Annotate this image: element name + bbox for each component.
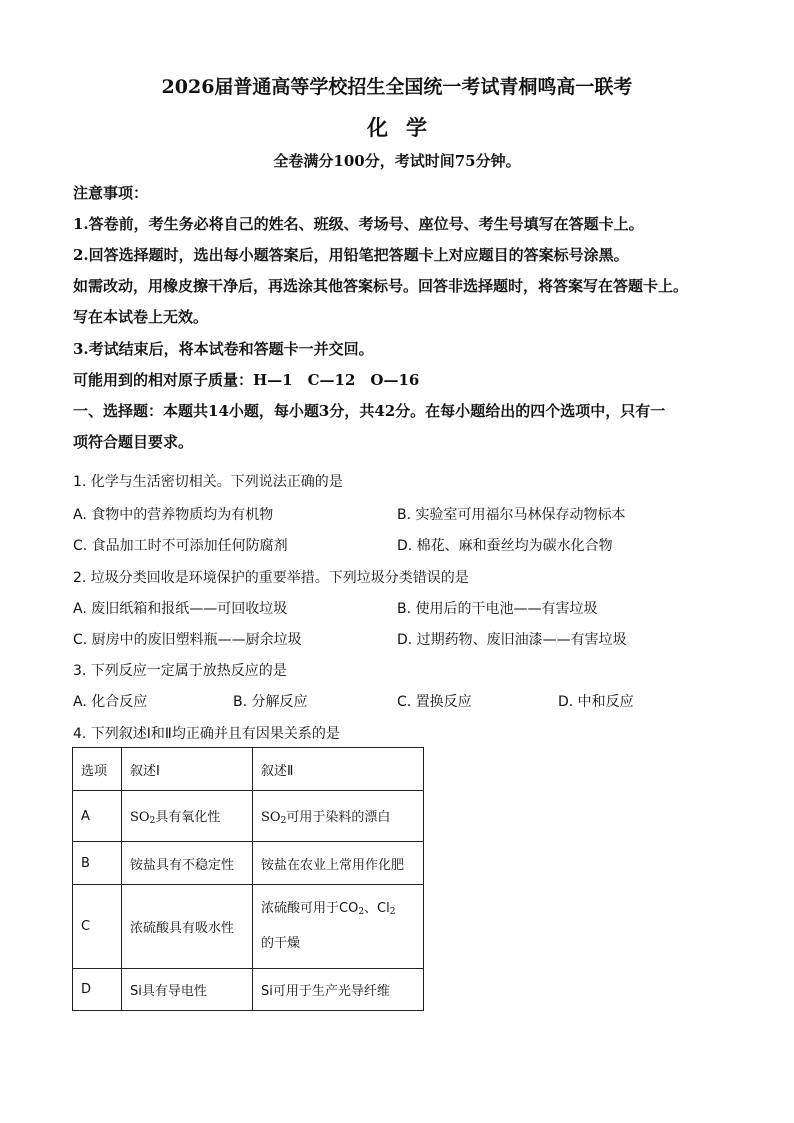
table-row bbox=[73, 842, 424, 885]
table-cell: 浓硫酸具有吸水性 bbox=[122, 885, 253, 969]
table-header-cell: 选项 bbox=[73, 748, 122, 791]
table-cell-label: A bbox=[73, 791, 122, 842]
table-cell-label: B bbox=[73, 842, 122, 885]
notice-item-2-cont2: 写在本试卷上无效。 bbox=[73, 308, 209, 326]
question-2-option-c: C. 厨房中的废旧塑料瓶——厨余垃圾 bbox=[73, 632, 302, 648]
table-cell-label: D bbox=[73, 969, 122, 1011]
formula-subscript: 2 bbox=[389, 907, 396, 917]
question-2-option-b: B. 使用后的干电池——有害垃圾 bbox=[397, 601, 598, 617]
question-3-option-a: A. 化合反应 bbox=[73, 694, 148, 710]
notice-heading: 注意事项： bbox=[73, 184, 149, 202]
question-1-option-c: C. 食品加工时不可添加任何防腐剂 bbox=[73, 538, 288, 554]
table-cell: Si具有导电性 bbox=[122, 969, 253, 1011]
question-4-stem: 4. 下列叙述Ⅰ和Ⅱ均正确并且有因果关系的是 bbox=[73, 726, 340, 742]
question-4-table bbox=[72, 747, 424, 1011]
table-cell: Si可用于生产光导纤维 bbox=[253, 969, 424, 1011]
cell-text: 具有氧化性 bbox=[155, 810, 221, 825]
notice-item-2: 2.回答选择题时，选出每小题答案后，用铅笔把答题卡上对应题目的答案标号涂黑。 bbox=[73, 246, 629, 264]
table-header-cell: 叙述Ⅱ bbox=[253, 748, 424, 791]
table-cell bbox=[122, 791, 253, 842]
question-3-option-c: C. 置换反应 bbox=[397, 694, 472, 710]
notice-item-1: 1.答卷前，考生务必将自己的姓名、班级、考场号、座位号、考生号填写在答题卡上。 bbox=[73, 215, 644, 233]
table-header-cell: 叙述Ⅰ bbox=[122, 748, 253, 791]
formula-subscript: 2 bbox=[280, 816, 287, 826]
exam-title: 2026届普通高等学校招生全国统一考试青桐鸣高一联考 bbox=[161, 76, 633, 98]
formula-subscript: 2 bbox=[149, 816, 156, 826]
question-2-option-a: A. 废旧纸箱和报纸——可回收垃圾 bbox=[73, 601, 288, 617]
table-row bbox=[73, 885, 424, 969]
cell-text: 的干燥 bbox=[261, 936, 301, 951]
section-heading-cont: 项符合题目要求。 bbox=[73, 433, 194, 451]
question-1-stem: 1. 化学与生活密切相关。下列说法正确的是 bbox=[73, 474, 343, 490]
question-1-option-d: D. 棉花、麻和蚕丝均为碳水化合物 bbox=[397, 538, 613, 554]
table-row bbox=[73, 791, 424, 842]
table-cell-label: C bbox=[73, 885, 122, 969]
table-row bbox=[73, 969, 424, 1011]
table-cell: 铵盐具有不稳定性 bbox=[122, 842, 253, 885]
question-1-option-a: A. 食物中的营养物质均为有机物 bbox=[73, 507, 274, 523]
table-cell bbox=[253, 791, 424, 842]
question-2-option-d: D. 过期药物、废旧油漆——有害垃圾 bbox=[397, 632, 627, 648]
question-3-option-b: B. 分解反应 bbox=[233, 694, 308, 710]
table-cell bbox=[253, 885, 424, 969]
cell-text: 可用于染料的漂白 bbox=[286, 810, 391, 825]
section-heading: 一、选择题：本题共14小题，每小题3分，共42分。在每小题给出的四个选项中，只有一 bbox=[73, 402, 666, 420]
cell-text: 浓硫酸可用于CO bbox=[261, 901, 359, 916]
formula: SO bbox=[261, 810, 281, 825]
question-2-stem: 2. 垃圾分类回收是环境保护的重要举措。下列垃圾分类错误的是 bbox=[73, 570, 469, 586]
question-1-option-b: B. 实验室可用福尔马林保存动物标本 bbox=[397, 507, 626, 523]
question-3-stem: 3. 下列反应一定属于放热反应的是 bbox=[73, 663, 287, 679]
notice-item-2-cont: 如需改动，用橡皮擦干净后，再选涂其他答案标号。回答非选择题时，将答案写在答题卡上。 bbox=[73, 277, 689, 295]
atomic-masses: 可能用到的相对原子质量：H—1 C—12 O—16 bbox=[73, 371, 420, 389]
question-3-option-d: D. 中和反应 bbox=[558, 694, 634, 710]
formula-subscript: 2 bbox=[358, 907, 365, 917]
table-cell: 铵盐在农业上常用作化肥 bbox=[253, 842, 424, 885]
exam-info: 全卷满分100分，考试时间75分钟。 bbox=[273, 152, 521, 170]
table-header-row bbox=[73, 748, 424, 791]
cell-text: 、Cl bbox=[364, 901, 390, 916]
notice-item-3: 3.考试结束后，将本试卷和答题卡一并交回。 bbox=[73, 340, 374, 358]
subject-title: 化学 bbox=[367, 115, 445, 140]
formula: SO bbox=[130, 810, 150, 825]
